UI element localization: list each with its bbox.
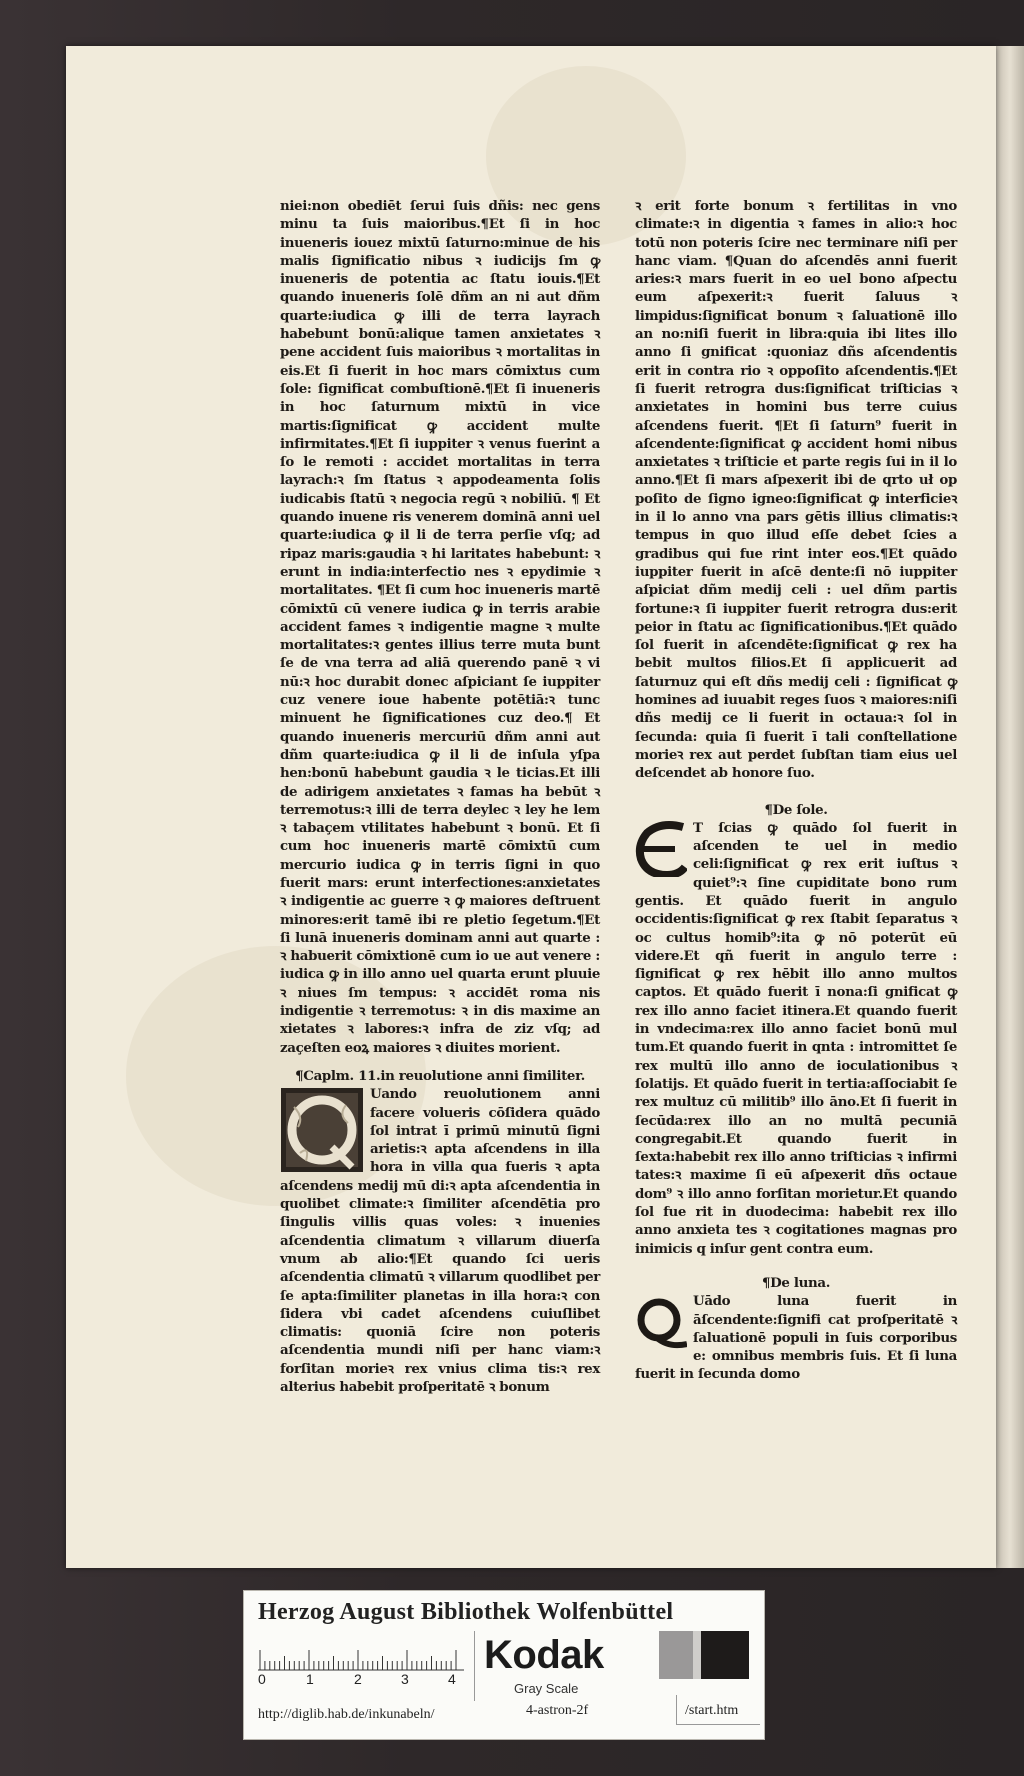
right-paragraph-1: ꝛ erit forte bonum ꝛ fertilitas in vno climate:ꝛ in digentia ꝛ fames in alio:ꝛ hoc totū non poteris ſcire nec terminare niſi per hanc viam. ¶Quan do aſcendēs anni fuerit aries:ꝛ mars fuerit in eo uel bono aſpectu eum aſpexerit:ꝛ fuerit ſaluus ꝛ limpidus:ſignificat bonum ꝛ ſaluationē illo an no:niſi fuerit in libra:quia ibi lites illo anno ſi gnificat :quoniaz dñs aſcendentis erit in contra rio ꝛ oppoſito aſcendentis.¶Et ſi fuerit retrogra dus:ſignificat triſticias ꝛ anxietates in homini bus terre cuius aſcendens fuerit. ¶Et ſi ſaturn⁹ fuerit in aſcendente:ſignificat ꝙ accident homi nibus anxietates ꝛ triſticie et parte regis ſui in il lo anno.¶Et ſi mars aſpexerit ibi de qrto uł op poſito de ſigno igneo:ſignificat ꝙ interficieꝛ in il lo anno vna pars gētis illius climatis:ꝛ tempus in quo illud eſſe debet ſcies a gradibus qui fue rint inter eos.¶Et quādo iuppiter fuerit in aſcē dente:ſi nō iuppiter aſpiciat dñm medij celi : uel dñm partis fortune:ꝛ ſi iuppiter fuerit retrogra dus:erit peior in ſtatu ac ſignificationibus.¶Et quādo ſol fuerit in aſcendēte:ſignificat ꝙ rex ha bebit multos filios.Et ſi applicuerit ad ſaturnuz qui eſt dñs medij celi : ſignificat ꝙ homines ad iuuabit reges ſuos ꝛ maiores:niſi dñs medij ce li fuerit in octaua:ꝛ ſol in ſecunda: quia ſi fuerit ī tali conſtellatione morieꝛ rex aut perdet ſubſtan tiam eius uel deſcendet ab honore ſuo. [635, 198, 957, 782]
ruler-scale [258, 1641, 464, 1671]
ruler-number: 4 [448, 1671, 456, 1687]
ruler-numbers [258, 1671, 464, 1691]
ruler-number: 2 [354, 1671, 362, 1687]
initial-e-icon [635, 819, 687, 877]
card-divider [474, 1631, 475, 1701]
initial-q [635, 1292, 687, 1350]
library-url: http://diglib.hab.de/inkunabeln/ [258, 1707, 435, 1722]
kodak-logo: Kodak [484, 1633, 604, 1677]
gray-swatch-mid [659, 1631, 693, 1679]
decorated-initial-q [280, 1087, 364, 1173]
gray-swatch-dark [701, 1631, 749, 1679]
ruler-number: 0 [258, 1671, 266, 1687]
library-title: Herzog August Bibliothek Wolfenbüttel [258, 1599, 674, 1625]
ruler-number: 1 [306, 1671, 314, 1687]
left-text-column [280, 197, 600, 1396]
gray-swatch-light [693, 1631, 701, 1679]
initial-q-icon [280, 1087, 364, 1173]
next-page-edge [996, 46, 1024, 1568]
ruler-number: 3 [401, 1671, 409, 1687]
left-paragraph-2: Uando reuolutionem anni facere volueris cōſidera quādo ſol intrat ī primū minutū ſigni arietis:ꝛ apta aſcendens in illa hora in villa qua fueris ꝛ apta aſcendens medij mū di:ꝛ apta aſcendentia in quolibet climate:ꝛ ſimiliter aſcendētia pro ſingulis villis quas voles: ꝛ inuenies aſcendentia climatum ꝛ villarum diuerſa vnum ab alio:¶Et quando ſci ueris aſcendentia climatū ꝛ villarum quodlibet per ſe apta:ſimiliter planetas in illa hora:ꝛ con ſidera vbi cadet aſcendens cuiuſlibet climatis: quoniā ſcire non poteris aſcendentia mundi niſi per hanc viam:ꝛ forſitan morieꝛ rex vnius clima tis:ꝛ rex alterius habebit proſperitatē ꝛ bonum [280, 1086, 600, 1395]
initial-e [635, 819, 687, 877]
initial-q-plain-icon [635, 1292, 687, 1350]
right-text-column [635, 197, 957, 1384]
right-paragraph-3: Uādo luna fuerit in āſcendente:ſignifi cat proſperitatē ꝛ ſaluationē populi in ſuis corporibus e: omnibus membris ſuis. Et ſi luna fuerit in ſecunda domo [635, 1293, 957, 1383]
chapter-heading: ¶Caplm. 11.in reuolutione anni ſimiliter. [295, 1067, 585, 1084]
start-link: /start.htm [676, 1695, 760, 1725]
section-heading-moon: ¶De luna. [761, 1274, 831, 1291]
grayscale-label: Gray Scale [514, 1681, 579, 1696]
document-id: 4-astron-2f [526, 1703, 589, 1718]
library-scan-card [243, 1590, 765, 1740]
left-paragraph-1: niei:non obediēt ſerui ſuis dñis: nec gens minu ta ſuis maioribus.¶Et ſi in hoc inueneris iouez mixtū ſaturno:minue de his malis ſignificatio nibus ꝛ iudicijs ſm ꝙ inueneris de potentia ac ſtatu iouis.¶Et quando inueneris ſolē dñm an ni aut dñm quarte:iudica ꝙ illi de terra layrach habebunt bonū:alique tamen anxietates ꝛ pene accident ſuis maioribus ꝛ mortalitas in eis.Et ſi fuerit in hoc mars cōmixtus cum ſole: ſignificat combuſtionē.¶Et ſi inueneris in hoc ſaturnum mixtū in vice martis:ſignificat ꝙ accident multe infirmitates.¶Et ſi iuppiter ꝛ venus fuerint a ſo le remoti : accidet mortalitas in terra layrach:ꝛ ſm ſtatus ꝛ appodeamenta ſolis iudicabis ſtatū ꝛ negocia regū ꝛ nobiliū. ¶ Et quando inuene ris venerem dominā anni uel quarte:iudica ꝙ il li de terra perſie vſq; ad ripaz maris:gaudia ꝛ hi laritates habebunt: ꝛ erunt in india:interfectio nes ꝛ epydimie ꝛ mortalitates. ¶Et ſi cum hoc inueneris martē cōmixtū cū venere iudica ꝙ in terris arabie accident fames ꝛ indigentie magne ꝛ multe mortalitates:ꝛ gentes illius terre muta bunt ſe de vna terra ad aliā querendo panē ꝛ vi nū:ꝛ hoc durabit donec aſpiciant ſe iuppiter cuz venere ioue habente potētiā:ꝛ tunc minuent he ſignificationes cuz deo.¶ Et quando inueneris mercuriū dñm anni aut dñm quarte:iudica ꝙ il li de inſula yſpa hen:bonū habebunt gaudia ꝛ le ticias.Et illi de adirigem anxietates ꝛ famas ha bebūt ꝛ terremotus:ꝛ illi de terra deylec ꝛ ley he lem ꝛ tabaçem vtilitates habebunt ꝛ bonū. Et ſi cum hoc inueneris martē cōmixtū cum mercurio iudica ꝙ in terris ſigni in quo fuerit mars: erunt interfectiones:anxietates ꝛ indigentie ac guerre ꝛ ꝙ maiores deſtruent minores:erit tamē ibi re pletio ſegetum.¶Et ſi lunā inueneris dominam anni aut quarte : ꝛ habuerit cōmixtionē cum io ue aut venere : iudica ꝙ in illo anno uel quarta erunt pluuie ꝛ niues ſm tempus: ꝛ accidēt roma nis indigentie ꝛ terremotus: ꝛ in dis maxime an xietates ꝛ labores:ꝛ infra de ziz vſq; ad zaçeſten eoꝝ maiores ꝛ diuites morient. [280, 198, 600, 1056]
section-heading-sun: ¶De ſole. [764, 801, 828, 818]
right-paragraph-2: T ſcias ꝙ quādo ſol fuerit in aſcenden te uel in medio celi:ſignificat ꝙ rex erit iuſtus ꝛ quiet⁹:ꝛ ſine cupiditate bono rum gentis. Et quādo fuerit in angulo occidentis:ſignificat ꝙ rex ſtabit ſeparatus ꝛ oc cultus homib⁹:ita ꝙ nō poterūt eū videre.Et qñ fuerit in angulo terre : ſignificat ꝙ rex hēbit illo anno multos captos. Et quādo fuerit ī nona:ſi gnificat ꝙ rex illo anno faciet itinera.Et quando fuerit in vndecima:rex illo anno faciet bonū mul tum.Et quando fuerit in qnta : intromittet ſe rex multū illo anno de ioculationibus ꝛ ſolatijs. Et quādo fuerit in tertia:aſſociabit ſe rex multuz cū militib⁹ illo āno.Et ſi fuerit in ſecūda:rex illo an no multā pecuniā congregabit.Et quando fuerit in ſexta:habebit rex illo anno triſticias ꝛ infirmi tates:ꝛ maxime ſi eū aſpexerit dñs octaue dom⁹ ꝛ illo anno forſitan morietur.Et quando ſol fue rit in duodecima: habebit rex illo anno anxieta tes ꝛ cogitationes magnas pro inimicis q inſur gent contra eum. [635, 819, 957, 1257]
